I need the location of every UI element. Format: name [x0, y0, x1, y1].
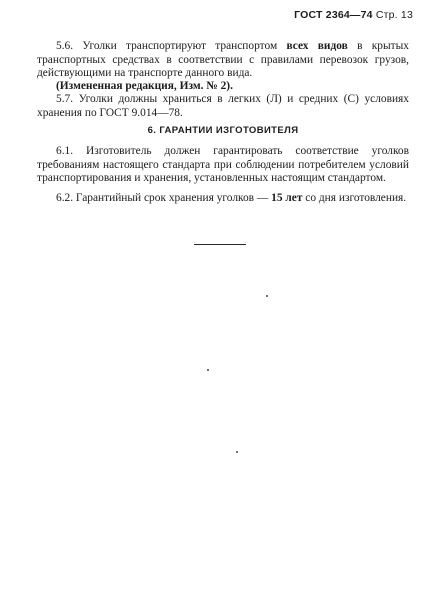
amendment-note: (Измененная редакция, Изм. № 2). — [56, 80, 233, 92]
paragraph-6-2-text-b: 15 лет — [271, 192, 303, 204]
paragraph-6-2-text-c: со дня изготовления. — [302, 192, 407, 204]
paragraph-5-6 — [37, 40, 409, 81]
scan-speck — [236, 451, 238, 453]
paragraph-5-7: 5.7. Уголки должны храниться в легких (Л) и средних (С) условиях хранения по ГОСТ 9.014—78. — [37, 93, 409, 119]
page-header — [294, 9, 413, 21]
scan-speck — [207, 369, 209, 371]
section-6-title: 6. ГАРАНТИИ ИЗГОТОВИТЕЛЯ — [147, 125, 299, 136]
paragraph-5-6-text-b: всех видов — [286, 40, 348, 52]
paragraph-6-2 — [37, 192, 409, 206]
scan-speck — [266, 295, 268, 297]
paragraph-5-6-text-a: 5.6. Уголки транспортируют транспортом — [56, 40, 287, 52]
page-number: Стр. 13 — [375, 9, 413, 21]
standard-number: ГОСТ 2364—74 — [294, 9, 373, 21]
end-rule — [194, 244, 246, 245]
paragraph-5-6-text-c: в крытых транспортных средствах в соответствии с правилами перевозок грузов, действующими на транспорте данного вида. — [37, 40, 409, 80]
paragraph-6-1: 6.1. Изготовитель должен гарантировать соответствие уголков требованиям настоящего стандарта при соблюдении потребителем условий транспортирования и хранения, установленных настоящим стандартом. — [37, 145, 409, 185]
paragraph-6-2-text-a: 6.2. Гарантийный срок хранения уголков — — [56, 192, 272, 204]
